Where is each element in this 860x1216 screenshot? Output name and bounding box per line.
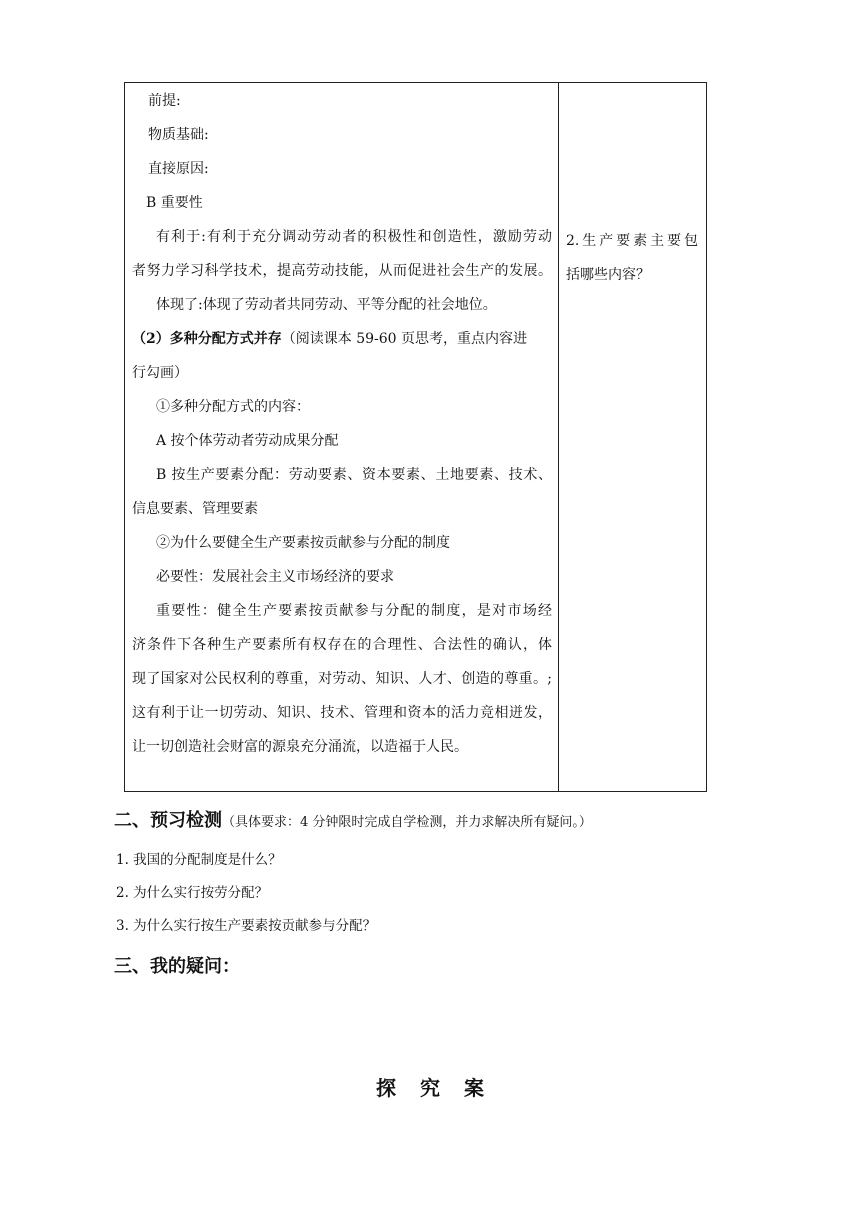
text-line: 前提: (148, 93, 181, 109)
question-item: 1. 我国的分配制度是什么？ (116, 852, 282, 868)
page-title (376, 1072, 484, 1101)
section-note: （具体要求：4 分钟限时完成自学检测，并力求解决所有疑问。） (222, 815, 592, 830)
text-line: 重要性：健全生产要素按贡献参与分配的制度，是对市场经 (156, 603, 552, 619)
text-line: 让一切创造社会财富的源泉充分涌流，以造福于人民。 (132, 739, 468, 755)
text-line: A 按个体劳动者劳动成果分配 (156, 433, 339, 449)
table-column-divider (558, 82, 559, 792)
text-line: 体现了:体现了劳动者共同劳动、平等分配的社会地位。 (156, 297, 497, 313)
title-char: 探 (376, 1076, 396, 1100)
table-right-cell (566, 224, 700, 292)
title-char: 究 (420, 1076, 440, 1100)
title-char: 案 (464, 1076, 484, 1100)
question-line: 括哪些内容？ (566, 267, 650, 283)
text-line: 这有利于让一切劳动、知识、技术、管理和资本的活力竞相迸发， (132, 705, 552, 721)
text-line: 直接原因: (148, 161, 209, 177)
text-line: 者努力学习科学技术，提高劳动技能，从而促进社会生产的发展。 (132, 263, 552, 279)
text-line: B 重要性 (146, 195, 203, 211)
question-item: 2. 为什么实行按劳分配？ (116, 885, 269, 901)
subheading: （2）多种分配方式并存 (132, 331, 282, 347)
text-line: 行勾画） (132, 365, 188, 381)
section-heading-preview-check (114, 806, 592, 832)
question-line: 2.生产要素主要包 (566, 233, 698, 249)
text-line: ②为什么要健全生产要素按贡献参与分配的制度 (156, 535, 450, 551)
text-line: 物质基础: (148, 127, 209, 143)
text-line: 济条件下各种生产要素所有权存在的合理性、合法性的确认，体 (132, 637, 552, 653)
text-line: 必要性：发展社会主义市场经济的要求 (156, 569, 394, 585)
text-line: 信息要素、管理要素 (132, 501, 258, 517)
question-item: 3. 为什么实行按生产要素按贡献参与分配？ (116, 918, 377, 934)
section-heading-my-questions: 三、我的疑问： (114, 956, 240, 977)
text-line: 现了国家对公民权利的尊重，对劳动、知识、人才、创造的尊重。; (132, 671, 552, 687)
subheading-line (132, 328, 527, 348)
text-line: B 按生产要素分配：劳动要素、资本要素、土地要素、技术、 (156, 467, 552, 483)
text-line: ①多种分配方式的内容： (156, 399, 310, 415)
text-line: 有利于:有利于充分调动劳动者的积极性和创造性，激励劳动 (156, 229, 552, 245)
subheading-note: （阅读课本 59-60 页思考，重点内容进 (281, 331, 528, 347)
section-title: 二、预习检测 (114, 810, 222, 831)
